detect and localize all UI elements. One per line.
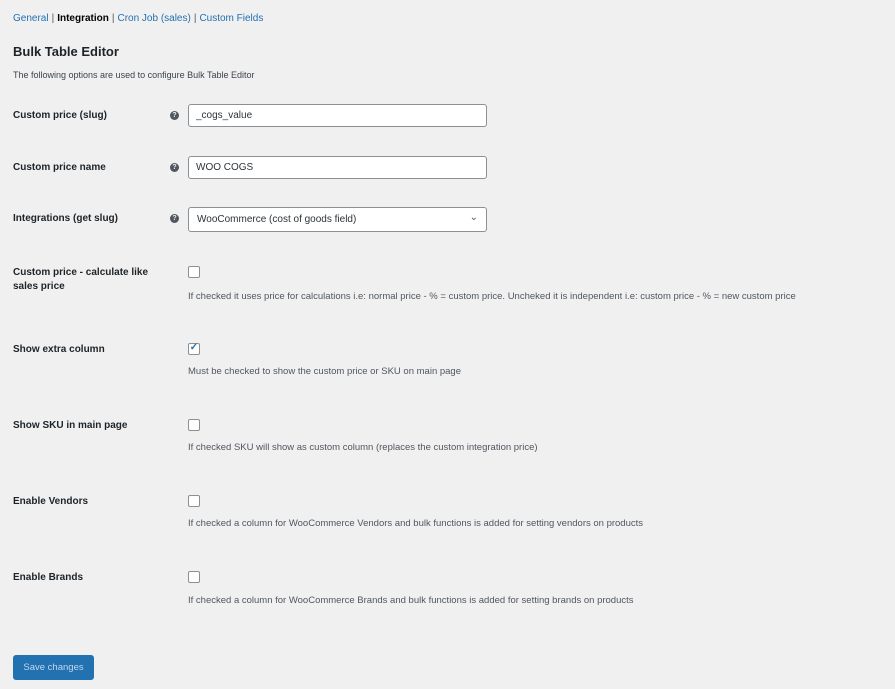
integrations-select[interactable] bbox=[188, 207, 487, 232]
help-icon[interactable]: ? bbox=[170, 163, 179, 172]
brands-note: If checked a column for WooCommerce Brands and bulk functions is added for setting brands on products bbox=[188, 595, 634, 606]
subnav-custom-fields-link[interactable]: Custom Fields bbox=[199, 13, 264, 24]
vendors-checkbox[interactable] bbox=[188, 495, 200, 507]
integrations-label: Integrations (get slug) bbox=[13, 213, 118, 224]
sku-main-checkbox[interactable] bbox=[188, 419, 200, 431]
settings-subnav bbox=[13, 12, 263, 25]
sku-main-label: Show SKU in main page bbox=[13, 420, 128, 431]
subnav-cron-job-link[interactable]: Cron Job (sales) bbox=[117, 13, 191, 24]
help-icon[interactable]: ? bbox=[170, 214, 179, 223]
extra-column-checkbox[interactable] bbox=[188, 343, 200, 355]
calc-like-sales-checkbox[interactable] bbox=[188, 266, 200, 278]
brands-label: Enable Brands bbox=[13, 572, 84, 583]
custom-price-name-input[interactable] bbox=[188, 156, 487, 179]
custom-price-slug-label: Custom price (slug) bbox=[13, 110, 107, 121]
subnav-separator: | bbox=[51, 13, 55, 24]
subnav-separator: | bbox=[193, 13, 197, 24]
extra-column-note: Must be checked to show the custom price or SKU on main page bbox=[188, 366, 461, 377]
vendors-label: Enable Vendors bbox=[13, 496, 89, 507]
calc-like-sales-label: Custom price - calculate like sales price bbox=[13, 267, 149, 292]
custom-price-name-label: Custom price name bbox=[13, 162, 106, 173]
save-changes-button[interactable]: Save changes bbox=[13, 655, 94, 680]
vendors-note: If checked a column for WooCommerce Vendors and bulk functions is added for setting vendors on products bbox=[188, 518, 644, 529]
help-icon[interactable]: ? bbox=[170, 111, 179, 120]
subnav-integration-current: Integration bbox=[57, 13, 109, 24]
checkmark-icon: ✓ bbox=[189, 342, 199, 353]
calc-like-sales-note: If checked it uses price for calculations i.e: normal price - % = custom price. Uncheked it is independent i.e: custom price - % = new custom price bbox=[188, 291, 796, 302]
subnav-general-link[interactable]: General bbox=[13, 13, 49, 24]
chevron-down-icon: ⌄ bbox=[469, 212, 478, 223]
sku-main-note: If checked SKU will show as custom column (replaces the custom integration price) bbox=[188, 442, 538, 453]
extra-column-label: Show extra column bbox=[13, 344, 105, 355]
section-description: The following options are used to configure Bulk Table Editor bbox=[13, 70, 255, 80]
integrations-selected-value: WooCommerce (cost of goods field) bbox=[197, 214, 357, 225]
section-title: Bulk Table Editor bbox=[13, 44, 119, 59]
custom-price-slug-input[interactable] bbox=[188, 104, 487, 127]
subnav-separator: | bbox=[111, 13, 115, 24]
brands-checkbox[interactable] bbox=[188, 571, 200, 583]
